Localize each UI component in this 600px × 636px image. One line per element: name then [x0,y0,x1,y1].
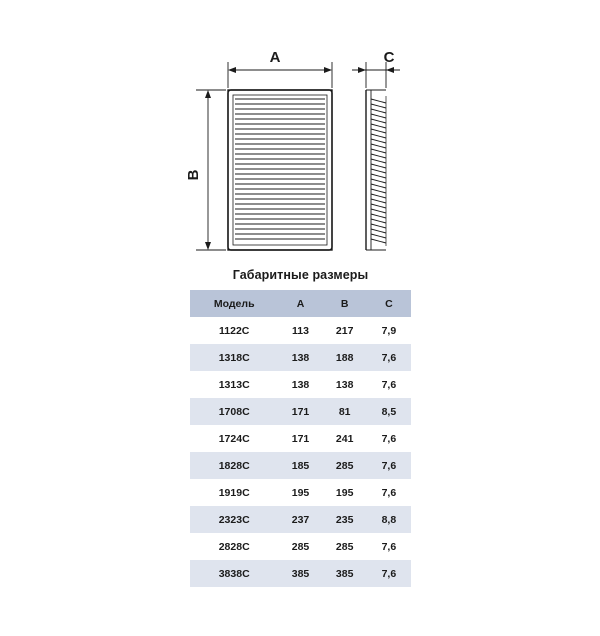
table-row [190,452,411,479]
table-row [190,506,411,533]
cell-a: 171 [278,398,322,425]
table-row [190,344,411,371]
cell-b: 235 [323,506,367,533]
cell-a: 138 [278,344,322,371]
cell-model: 1708C [190,398,278,425]
cell-b: 195 [323,479,367,506]
cell-model: 1724C [190,425,278,452]
cell-model: 2828C [190,533,278,560]
table-row [190,317,411,344]
dimension-label-a: A [269,49,281,66]
cell-model: 1828C [190,452,278,479]
table-title: Габаритные размеры [232,268,369,282]
cell-model: 1313C [190,371,278,398]
dimension-label-b: B [185,169,202,181]
table-row [190,425,411,452]
side-view-profile [366,90,386,250]
front-view-grille [228,90,332,250]
dimension-label-c: C [383,49,395,66]
cell-model: 2323C [190,506,278,533]
cell-b: 188 [323,344,367,371]
cell-model: 3838C [190,560,278,587]
dimensions-table [190,290,411,587]
cell-a: 113 [278,317,322,344]
cell-c: 7,9 [367,317,411,344]
cell-b: 285 [323,452,367,479]
cell-a: 138 [278,371,322,398]
cell-c: 7,6 [367,479,411,506]
cell-a: 185 [278,452,322,479]
table-row [190,371,411,398]
cell-a: 385 [278,560,322,587]
technical-drawing [0,0,600,270]
cell-a: 171 [278,425,322,452]
cell-b: 241 [323,425,367,452]
cell-b: 81 [323,398,367,425]
cell-a: 285 [278,533,322,560]
cell-c: 8,5 [367,398,411,425]
cell-c: 7,6 [367,452,411,479]
cell-c: 7,6 [367,533,411,560]
table-header-row [190,290,411,317]
table-row [190,479,411,506]
cell-b: 217 [323,317,367,344]
cell-model: 1318C [190,344,278,371]
dimensions-table-section [190,268,411,587]
cell-c: 7,6 [367,344,411,371]
table-row [190,533,411,560]
cell-c: 7,6 [367,560,411,587]
cell-b: 285 [323,533,367,560]
cell-b: 138 [323,371,367,398]
cell-c: 7,6 [367,425,411,452]
column-header-model: Модель [190,290,278,317]
table-row [190,560,411,587]
table-row [190,398,411,425]
cell-c: 7,6 [367,371,411,398]
cell-model: 1919C [190,479,278,506]
cell-a: 195 [278,479,322,506]
column-header-a: A [278,290,322,317]
cell-b: 385 [323,560,367,587]
cell-a: 237 [278,506,322,533]
column-header-b: B [323,290,367,317]
cell-model: 1122C [190,317,278,344]
column-header-c: C [367,290,411,317]
cell-c: 8,8 [367,506,411,533]
